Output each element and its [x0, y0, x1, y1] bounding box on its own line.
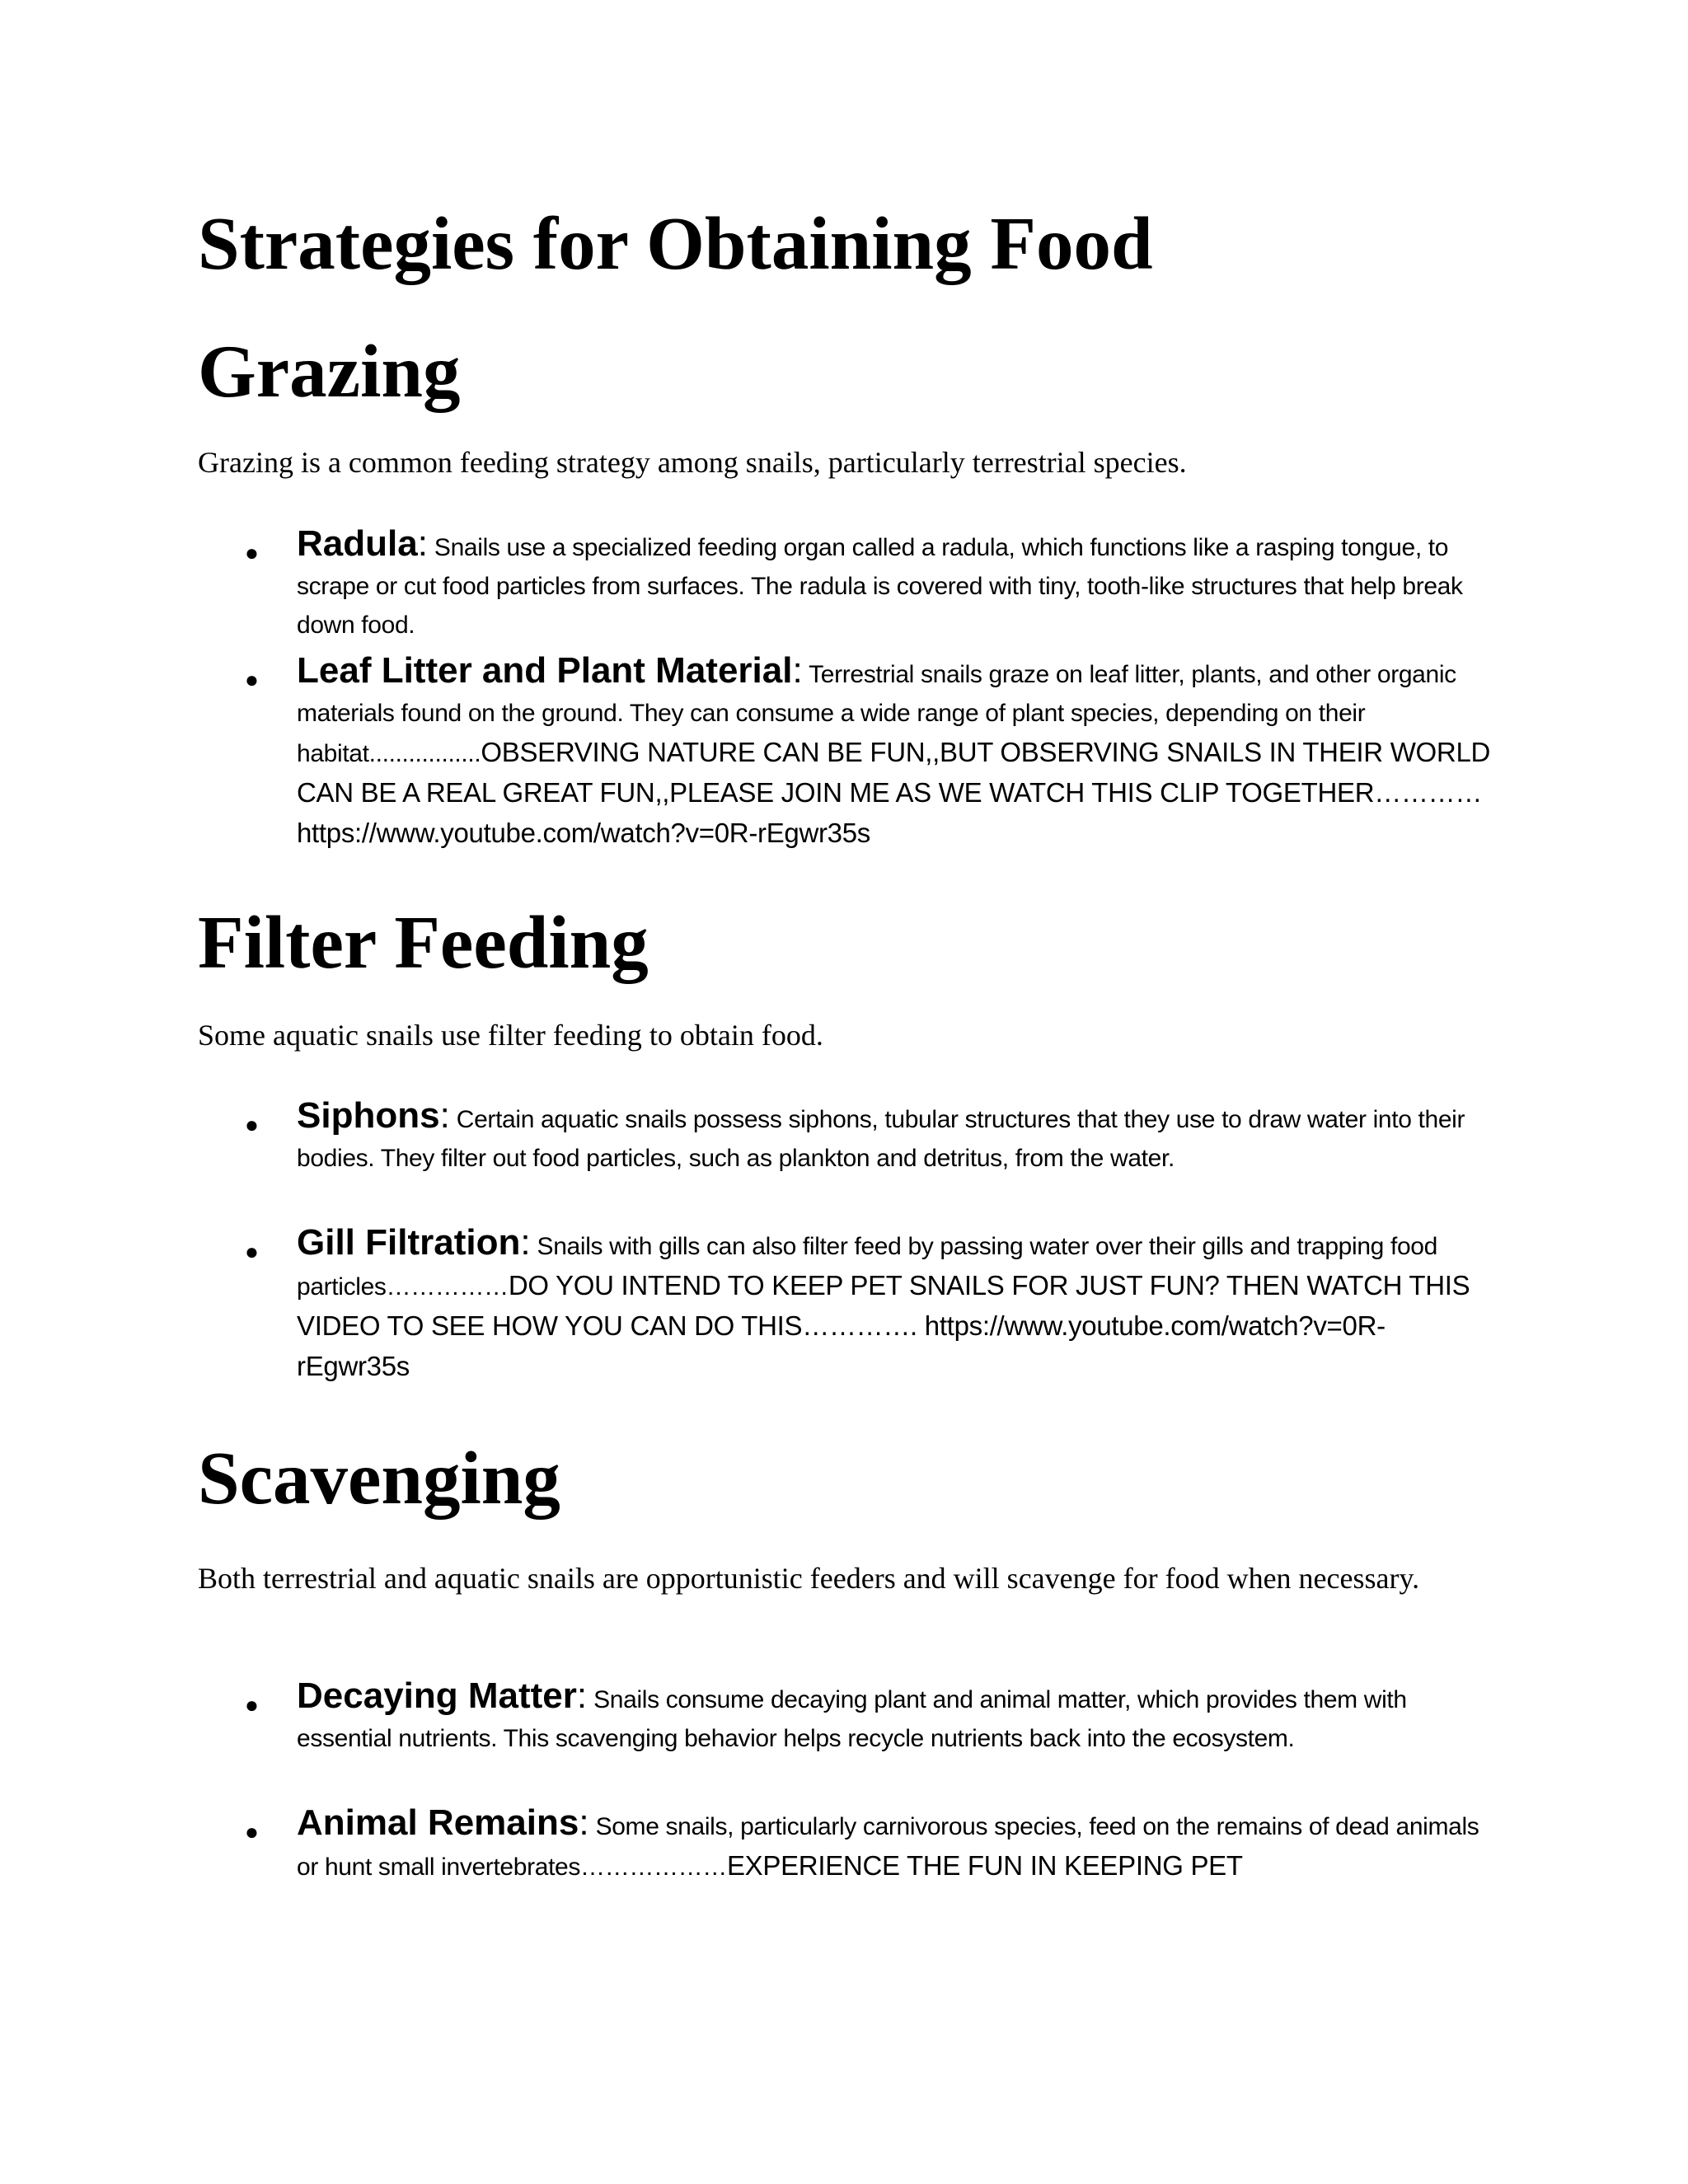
term-colon: : — [792, 650, 803, 691]
bullet-marker: ● — [245, 1693, 259, 1718]
bullet-term: Animal Remains — [297, 1802, 579, 1843]
page-title: Strategies for Obtaining Food — [198, 202, 1153, 285]
section-intro-grazing: Grazing is a common feeding strategy among snails, particularly terrestrial species. — [198, 446, 1187, 479]
term-colon: : — [520, 1222, 531, 1263]
bullet-term: Siphons — [297, 1095, 440, 1136]
section-intro-filter-feeding: Some aquatic snails use filter feeding to obtain food. — [198, 1019, 823, 1052]
section-heading-filter-feeding: Filter Feeding — [198, 901, 649, 984]
term-colon: : — [579, 1802, 589, 1843]
bullet-description: Snails consume decaying plant and animal matter, which provides them with essential nutrients. This scavenging behavior helps recycle nutrients back into the ecosystem. — [297, 1686, 1407, 1752]
list-item-text — [297, 1223, 1492, 1387]
promo-text: DO YOU INTEND TO KEEP PET SNAILS FOR JUST FUN? THEN WATCH THIS VIDEO TO SEE HOW YOU CAN DO THIS…………. https://www.youtube.com/watch?v=0R-rEgwr35s — [297, 1270, 1470, 1381]
bullet-description: Some snails, particularly carnivorous species, feed on the remains of dead animals or hunt small invertebrates……………… — [297, 1813, 1479, 1881]
bullet-description: Snails with gills can also filter feed by passing water over their gills and trapping food particles…………… — [297, 1233, 1437, 1301]
bullet-marker: ● — [245, 541, 259, 566]
bullet-description: Terrestrial snails graze on leaf litter, plants, and other organic materials found on the ground. They can consume a wide range of plant species, depending on their habitat................. — [297, 661, 1456, 767]
section-intro-scavenging: Both terrestrial and aquatic snails are opportunistic feeders and will scavenge for food when necessary. — [198, 1562, 1420, 1595]
bullet-term: Radula — [297, 523, 418, 564]
bullet-marker: ● — [245, 1820, 259, 1845]
bullet-marker: ● — [245, 668, 259, 693]
promo-text: EXPERIENCE THE FUN IN KEEPING PET — [726, 1850, 1243, 1881]
term-colon: : — [439, 1095, 450, 1136]
bullet-marker: ● — [245, 1240, 259, 1265]
list-item-text — [297, 1676, 1492, 1758]
bullet-term: Gill Filtration — [297, 1222, 521, 1263]
list-item-text — [297, 524, 1492, 644]
bullet-description: Snails use a specialized feeding organ called a radula, which functions like a rasping tongue, to scrape or cut food particles from surfaces. The radula is covered with tiny, tooth-like structures that help break down food. — [297, 534, 1463, 639]
section-heading-scavenging: Scavenging — [198, 1436, 560, 1520]
list-item-text — [297, 651, 1492, 854]
bullet-description: Certain aquatic snails possess siphons, tubular structures that they use to draw water into their bodies. They filter out food particles, such as plankton and detritus, from the water. — [297, 1106, 1465, 1172]
list-item-text — [297, 1096, 1492, 1178]
promo-text: OBSERVING NATURE CAN BE FUN,,BUT OBSERVING SNAILS IN THEIR WORLD CAN BE A REAL GREAT FUN,,PLEASE JOIN ME AS WE WATCH THIS CLIP TOGETHER………… https://www.youtube.com/watch?v=0R-rEgwr35s — [297, 737, 1491, 848]
section-heading-grazing: Grazing — [198, 330, 461, 413]
bullet-term: Decaying Matter — [297, 1675, 577, 1716]
bullet-marker: ● — [245, 1113, 259, 1138]
term-colon: : — [417, 523, 428, 564]
term-colon: : — [576, 1675, 588, 1716]
bullet-term: Leaf Litter and Plant Material — [297, 650, 793, 691]
list-item-text — [297, 1803, 1492, 1886]
